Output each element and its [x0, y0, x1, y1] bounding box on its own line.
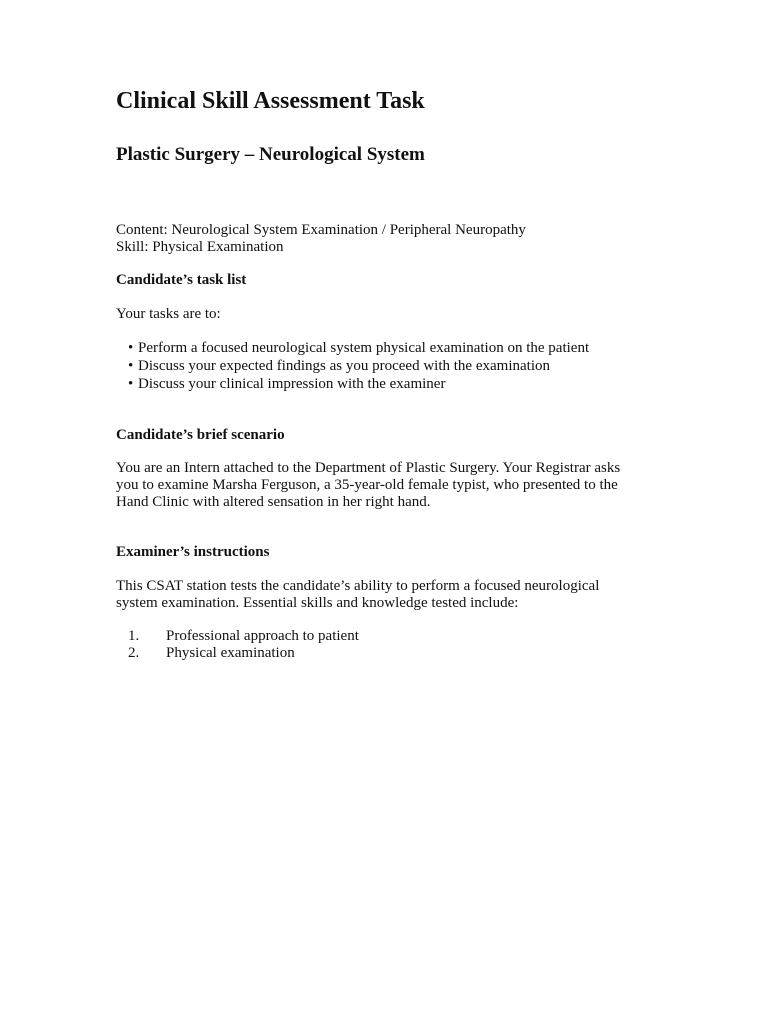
task-list — [128, 339, 589, 393]
list-number: 2. — [128, 645, 140, 661]
list-item — [128, 357, 589, 375]
skills-tested-list — [128, 628, 359, 662]
list-item — [128, 628, 359, 645]
task-list-heading: Candidate’s task list — [116, 272, 247, 288]
bullet-icon: • — [128, 340, 134, 356]
document-subtitle: Plastic Surgery – Neurological System — [116, 144, 425, 165]
content-line: Content: Neurological System Examination / Peripheral Neuropathy — [116, 222, 526, 238]
bullet-icon: • — [128, 376, 134, 392]
document-title: Clinical Skill Assessment Task — [116, 88, 425, 114]
scenario-line: Hand Clinic with altered sensation in her right hand. — [116, 494, 431, 510]
examiner-heading: Examiner’s instructions — [116, 544, 270, 560]
examiner-line: This CSAT station tests the candidate’s ability to perform a focused neurological — [116, 578, 600, 594]
scenario-line: you to examine Marsha Ferguson, a 35-year-old female typist, who presented to the — [116, 477, 618, 493]
skill-text: Professional approach to patient — [166, 628, 359, 644]
list-item — [128, 645, 359, 662]
skill-text: Physical examination — [166, 645, 295, 661]
tasks-intro: Your tasks are to: — [116, 306, 221, 322]
task-text: Discuss your clinical impression with the examiner — [138, 376, 446, 392]
skill-line: Skill: Physical Examination — [116, 239, 284, 255]
scenario-heading: Candidate’s brief scenario — [116, 427, 285, 443]
list-number: 1. — [128, 628, 140, 644]
task-text: Discuss your expected findings as you proceed with the examination — [138, 358, 550, 374]
task-text: Perform a focused neurological system physical examination on the patient — [138, 340, 590, 356]
list-item — [128, 339, 589, 357]
scenario-line: You are an Intern attached to the Department of Plastic Surgery. Your Registrar asks — [116, 460, 621, 476]
list-item — [128, 375, 589, 393]
examiner-line: system examination. Essential skills and knowledge tested include: — [116, 595, 519, 611]
bullet-icon: • — [128, 358, 134, 374]
